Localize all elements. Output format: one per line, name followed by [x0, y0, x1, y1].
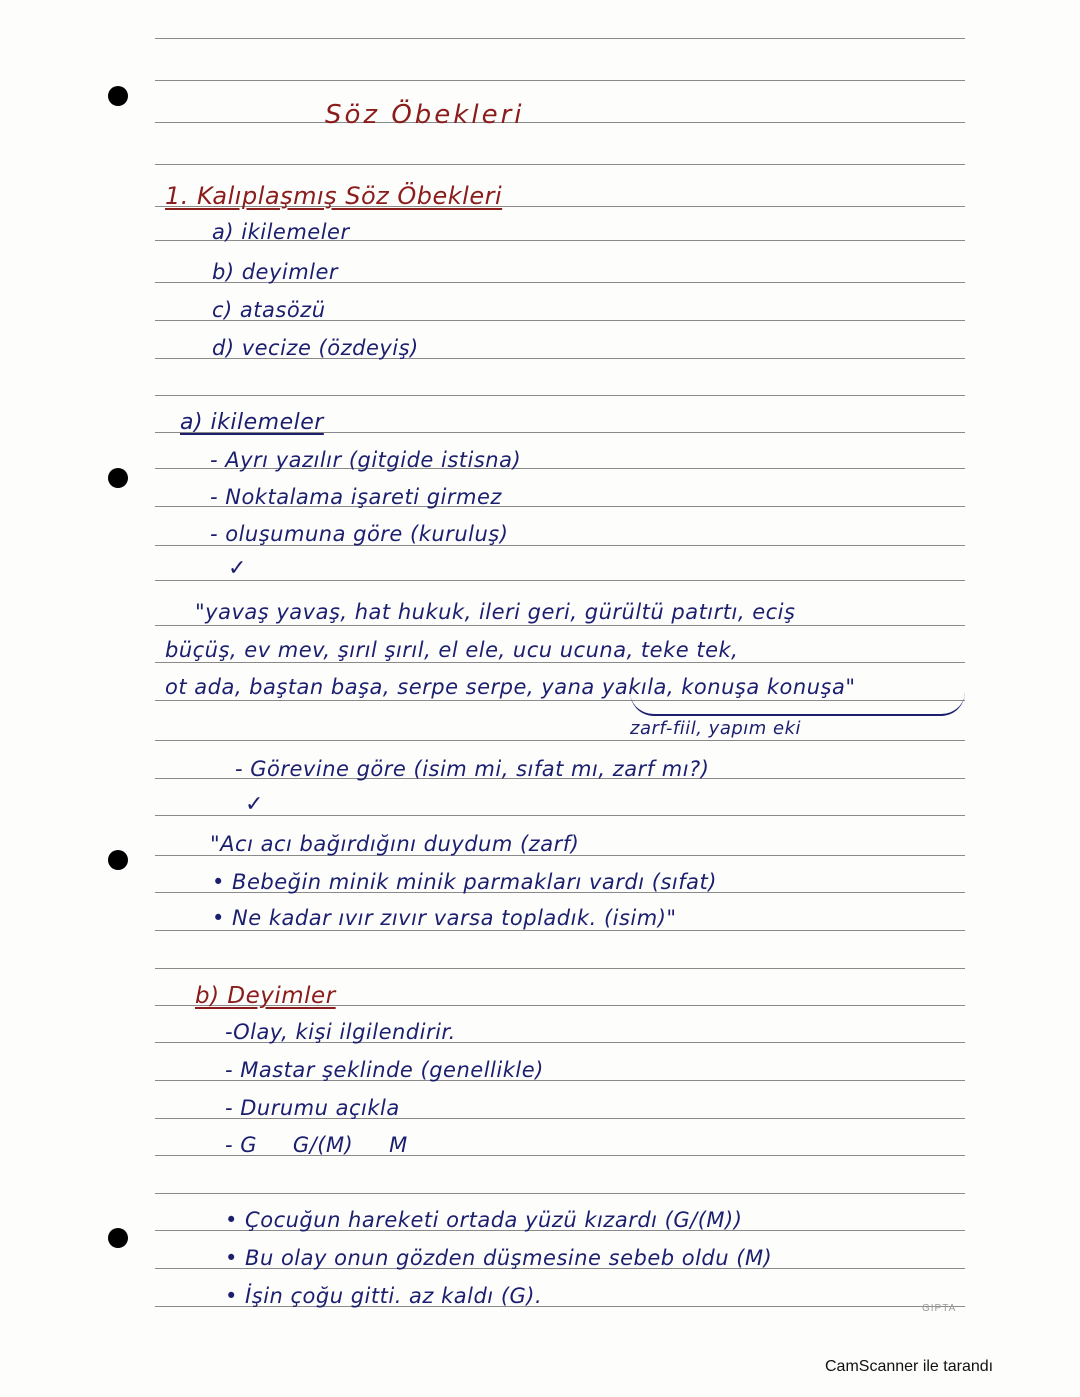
rule-item: - Mastar şeklinde (genellikle) [225, 1058, 544, 1082]
example-line: büçüş, ev mev, şırıl şırıl, el ele, ucu ucuna, teke tek, [165, 638, 739, 662]
checkmark-icon: ✓ [245, 792, 264, 817]
example-line: "yavaş yavaş, hat hukuk, ileri geri, gürültü patırtı, eciş [195, 600, 796, 624]
punch-hole [108, 468, 128, 488]
rule-item: - oluşumuna göre (kuruluş) [210, 522, 509, 546]
checkmark-icon: ✓ [228, 556, 247, 581]
brace-note: zarf-fiil, yapım eki [630, 718, 802, 739]
rule-item: - Ayrı yazılır (gitgide istisna) [210, 448, 522, 472]
brace-mark [630, 692, 965, 716]
ruled-line [155, 625, 965, 626]
ruled-line [155, 395, 965, 396]
ruled-line [155, 662, 965, 663]
ruled-line [155, 740, 965, 741]
punch-hole [108, 850, 128, 870]
list-item: d) vecize (özdeyiş) [212, 336, 419, 360]
rule-item: - Durumu açıkla [225, 1096, 400, 1120]
example-line: ot ada, baştan başa, serpe serpe, yana yakıla, konuşa konuşa" [165, 675, 856, 699]
ruled-line [155, 1193, 965, 1194]
scanner-footer: CamScanner ile tarandı [825, 1358, 994, 1375]
ruled-line [155, 968, 965, 969]
ruled-line [155, 930, 965, 931]
example-sentence: "Acı acı bağırdığını duydum (zarf) [210, 832, 580, 856]
notebook-brand-logo: GIPTA [922, 1303, 957, 1314]
example-sentence: • Bu olay onun gözden düşmesine sebeb oldu (M) [225, 1246, 773, 1270]
ruled-line [155, 38, 965, 39]
punch-hole [108, 86, 128, 106]
subsection-heading: a) ikilemeler [180, 410, 324, 435]
subsection-heading: b) Deyimler [195, 983, 336, 1009]
rule-item: -Olay, kişi ilgilendirir. [225, 1020, 456, 1044]
list-item: b) deyimler [212, 260, 339, 284]
example-sentence: • Bebeğin minik minik parmakları vardı (sıfat) [212, 870, 717, 894]
ruled-line [155, 580, 965, 581]
list-item: a) ikilemeler [212, 220, 350, 244]
rule-item: - G G/(M) M [225, 1133, 408, 1157]
section-heading: 1. Kalıplaşmış Söz Öbekleri [165, 182, 503, 210]
ruled-line [155, 164, 965, 165]
example-sentence: • Ne kadar ıvır zıvır varsa topladık. (isim)" [212, 906, 677, 930]
rule-item: - Görevine göre (isim mi, sıfat mı, zarf mı?) [235, 757, 710, 781]
ruled-line [155, 80, 965, 81]
list-item: c) atasözü [212, 298, 326, 322]
ruled-line [155, 815, 965, 816]
example-sentence: • İşin çoğu gitti. az kaldı (G). [225, 1284, 543, 1308]
page-title: Söz Öbekleri [325, 100, 525, 130]
ruled-line [155, 122, 965, 123]
punch-hole [108, 1228, 128, 1248]
rule-item: - Noktalama işareti girmez [210, 485, 502, 509]
example-sentence: • Çocuğun hareketi ortada yüzü kızardı (G/(M)) [225, 1208, 743, 1232]
